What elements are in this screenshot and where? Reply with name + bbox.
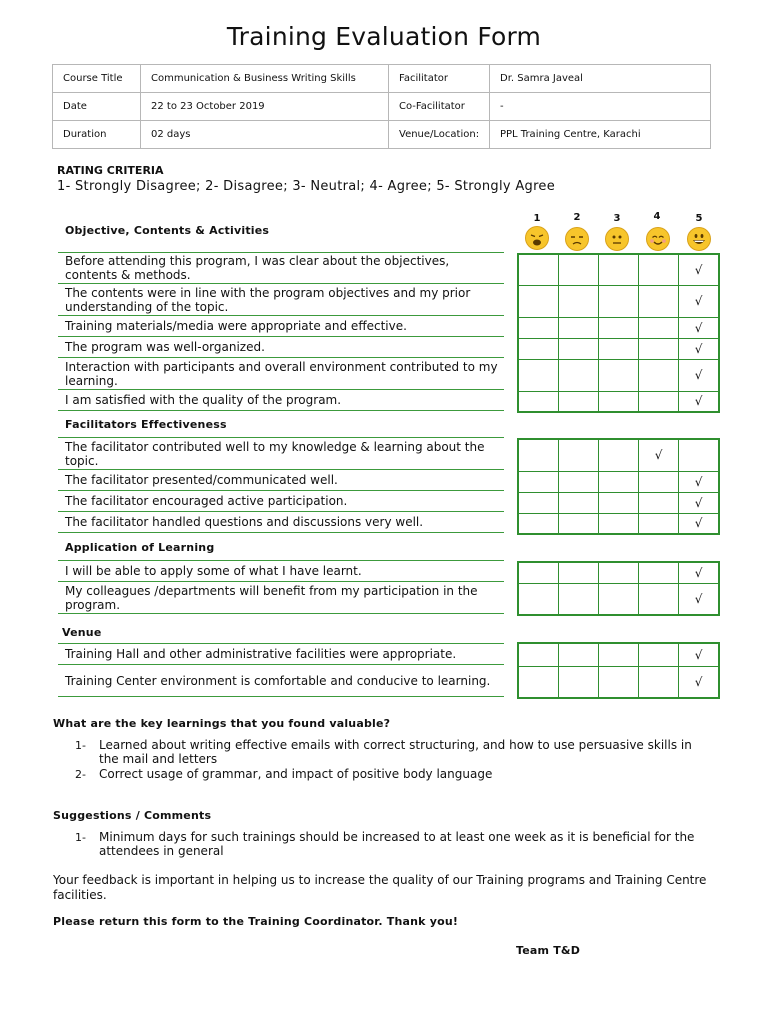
rating-grid-application (517, 561, 720, 616)
check-mark: √ (694, 565, 703, 580)
rating-number-3: 3 (613, 213, 621, 224)
question-text: The program was well-organized. (58, 337, 504, 358)
co-facilitator-label: Co-Facilitator (389, 93, 490, 121)
rating-cell-5[interactable] (679, 317, 719, 338)
course-title-label: Course Title (53, 65, 141, 93)
list-number: 1- (75, 831, 86, 844)
rating-row (518, 338, 719, 359)
rating-cell-5[interactable] (679, 254, 719, 285)
section-title-venue: Venue (62, 626, 102, 639)
course-info-table (52, 64, 711, 149)
facilitator-label: Facilitator (389, 65, 490, 93)
return-instruction: Please return this form to the Training Coordinator. Thank you! (53, 915, 459, 928)
rating-cell-2[interactable] (558, 391, 598, 412)
rating-cell-4[interactable] (639, 285, 679, 317)
rating-cell-4[interactable] (639, 391, 679, 412)
rating-cell-5[interactable] (679, 643, 719, 666)
duration-label: Duration (53, 121, 141, 149)
rating-cell-2[interactable] (558, 492, 598, 513)
rating-cell-3[interactable] (598, 583, 638, 615)
question-text: Training materials/media were appropriate and effective. (58, 316, 504, 337)
rating-cell-3[interactable] (598, 666, 638, 698)
check-mark: √ (694, 320, 703, 335)
rating-cell-5[interactable] (679, 391, 719, 412)
rating-cell-1[interactable] (518, 562, 558, 583)
check-mark: √ (694, 294, 703, 308)
rating-cell-1[interactable] (518, 317, 558, 338)
question-text: My colleagues /departments will benefit from my participation in the program. (58, 582, 504, 614)
question-text: Training Hall and other administrative facilities were appropriate. (58, 644, 504, 665)
rating-cell-2[interactable] (558, 666, 598, 698)
rating-cell-4[interactable] (638, 513, 678, 534)
weary-face-icon (525, 226, 549, 250)
rating-cell-4[interactable] (639, 338, 679, 359)
rating-cell-2[interactable] (558, 583, 598, 615)
rating-cell-1[interactable] (518, 471, 558, 492)
rating-cell-3[interactable] (598, 513, 638, 534)
question-text: Training Center environment is comfortable and conducive to learning. (58, 665, 504, 697)
rating-cell-2[interactable] (558, 285, 598, 317)
rating-cell-3[interactable] (598, 439, 638, 471)
rating-cell-5[interactable] (679, 513, 719, 534)
question-text: Before attending this program, I was clear about the objectives, contents & methods. (58, 253, 504, 284)
duration-value: 02 days (141, 121, 389, 149)
question-text: I will be able to apply some of what I have learnt. (58, 561, 504, 582)
rating-cell-4[interactable] (639, 254, 679, 285)
check-mark: √ (694, 674, 703, 689)
rating-cell-5[interactable] (679, 359, 719, 391)
rating-cell-4[interactable] (638, 471, 678, 492)
rating-cell-2[interactable] (558, 471, 598, 492)
rating-row (518, 643, 719, 666)
rating-cell-4[interactable] (639, 359, 679, 391)
check-mark: √ (654, 448, 663, 463)
rating-cell-2[interactable] (558, 513, 598, 534)
rating-cell-5[interactable] (679, 439, 719, 471)
rating-cell-4[interactable] (639, 643, 679, 666)
rating-cell-3[interactable] (598, 643, 638, 666)
learning-item: Correct usage of grammar, and impact of positive body language (99, 767, 493, 781)
rating-cell-3[interactable] (598, 338, 638, 359)
venue-value: PPL Training Centre, Karachi (490, 121, 711, 149)
rating-row (518, 583, 719, 615)
section-title-application: Application of Learning (65, 541, 215, 554)
question-text: The contents were in line with the program objectives and my prior understanding of the topic. (58, 284, 504, 316)
rating-number-5: 5 (695, 213, 703, 224)
learning-item: Learned about writing effective emails with correct structuring, and how to use persuasive skills in the mail and letters (99, 738, 692, 766)
rating-row (518, 471, 719, 492)
question-text: The facilitator encouraged active participation. (58, 491, 504, 512)
rating-row (518, 391, 719, 412)
date-label: Date (53, 93, 141, 121)
rating-row (518, 513, 719, 534)
unamused-face-icon (565, 227, 589, 251)
rating-cell-4[interactable] (638, 492, 678, 513)
venue-label: Venue/Location: (389, 121, 490, 149)
rating-cell-3[interactable] (598, 359, 638, 391)
rating-cell-2[interactable] (558, 562, 598, 583)
rating-cell-1[interactable] (518, 583, 558, 615)
check-mark: √ (694, 394, 703, 409)
rating-scale-text: 1- Strongly Disagree; 2- Disagree; 3- Neutral; 4- Agree; 5- Strongly Agree (57, 179, 556, 194)
rating-cell-2[interactable] (558, 643, 598, 666)
rating-row (518, 666, 719, 698)
question-text: Interaction with participants and overall environment contributed to my learning. (58, 358, 504, 390)
info-row (53, 65, 711, 93)
question-text: The facilitator handled questions and discussions very well. (58, 512, 504, 533)
info-row (53, 93, 711, 121)
rating-row (518, 562, 719, 583)
feedback-text: Your feedback is important in helping us to increase the quality of our Training programs and Training Centre facilities. (53, 873, 707, 902)
check-mark: √ (694, 495, 703, 510)
course-title-value: Communication & Business Writing Skills (141, 65, 389, 93)
check-mark: √ (694, 474, 703, 489)
rating-cell-5[interactable] (679, 285, 719, 317)
rating-cell-1[interactable] (518, 666, 558, 698)
info-row (53, 121, 711, 149)
rating-criteria-label: RATING CRITERIA (57, 164, 164, 177)
question-text: The facilitator presented/communicated well. (58, 470, 504, 491)
list-number: 1- (75, 739, 86, 752)
rating-cell-3[interactable] (598, 254, 638, 285)
rating-cell-4[interactable] (639, 666, 679, 698)
rating-cell-5[interactable] (679, 562, 719, 583)
rating-cell-3[interactable] (598, 562, 638, 583)
rating-grid-facilitators (517, 438, 720, 535)
rating-grid-objectives (517, 253, 720, 413)
rating-row (518, 254, 719, 285)
rating-cell-3[interactable] (598, 317, 638, 338)
learnings-heading: What are the key learnings that you found valuable? (53, 717, 391, 730)
rating-cell-3[interactable] (598, 492, 638, 513)
rating-row (518, 439, 719, 471)
rating-grid-venue (517, 642, 720, 699)
rating-cell-3[interactable] (598, 285, 638, 317)
rating-cell-1[interactable] (518, 254, 558, 285)
rating-number-4: 4 (653, 211, 661, 222)
rating-cell-2[interactable] (558, 439, 598, 471)
rating-cell-1[interactable] (518, 285, 558, 317)
rating-cell-4[interactable] (639, 317, 679, 338)
rating-cell-4[interactable] (639, 583, 679, 615)
rating-cell-1[interactable] (518, 338, 558, 359)
rating-number-1: 1 (533, 213, 541, 224)
rating-cell-1[interactable] (518, 643, 558, 666)
rating-cell-5[interactable] (679, 666, 719, 698)
rating-cell-2[interactable] (558, 359, 598, 391)
rating-cell-3[interactable] (598, 391, 638, 412)
check-mark: √ (694, 591, 703, 606)
rating-cell-1[interactable] (518, 439, 558, 471)
rating-cell-1[interactable] (518, 513, 558, 534)
rating-row (518, 317, 719, 338)
rating-cell-4[interactable] (639, 562, 679, 583)
date-value: 22 to 23 October 2019 (141, 93, 389, 121)
question-text: I am satisfied with the quality of the program. (58, 390, 504, 411)
list-number: 2- (75, 768, 86, 781)
question-text: The facilitator contributed well to my knowledge & learning about the topic. (58, 438, 504, 470)
rating-cell-5[interactable] (679, 492, 719, 513)
grinning-face-icon (687, 227, 711, 251)
rating-cell-5[interactable] (679, 471, 719, 492)
rating-cell-2[interactable] (558, 254, 598, 285)
rating-number-2: 2 (573, 212, 581, 223)
co-facilitator-value: - (490, 93, 711, 121)
smiling-face-icon (646, 227, 670, 251)
check-mark: √ (694, 262, 703, 277)
rating-row (518, 492, 719, 513)
rating-cell-1[interactable] (518, 492, 558, 513)
neutral-face-icon (605, 227, 629, 251)
suggestions-heading: Suggestions / Comments (53, 809, 212, 822)
suggestion-item: Minimum days for such trainings should be increased to at least one week as it is beneficial for the attendees in general (99, 830, 695, 858)
rating-cell-3[interactable] (598, 471, 638, 492)
facilitator-value: Dr. Samra Javeal (490, 65, 711, 93)
page-title: Training Evaluation Form (226, 22, 542, 51)
team-signature: Team T&D (516, 944, 581, 957)
rating-row (518, 359, 719, 391)
section-title-objectives: Objective, Contents & Activities (65, 224, 270, 237)
check-mark: √ (694, 516, 703, 531)
check-mark: √ (694, 341, 703, 356)
rating-cell-5[interactable] (679, 583, 719, 615)
rating-cell-5[interactable] (679, 338, 719, 359)
check-mark: √ (694, 368, 703, 382)
rating-row (518, 285, 719, 317)
rating-cell-2[interactable] (558, 338, 598, 359)
rating-cell-2[interactable] (558, 317, 598, 338)
rating-cell-1[interactable] (518, 391, 558, 412)
section-title-facilitators: Facilitators Effectiveness (65, 418, 227, 431)
check-mark: √ (694, 647, 703, 662)
rating-cell-4[interactable] (638, 439, 678, 471)
rating-cell-1[interactable] (518, 359, 558, 391)
